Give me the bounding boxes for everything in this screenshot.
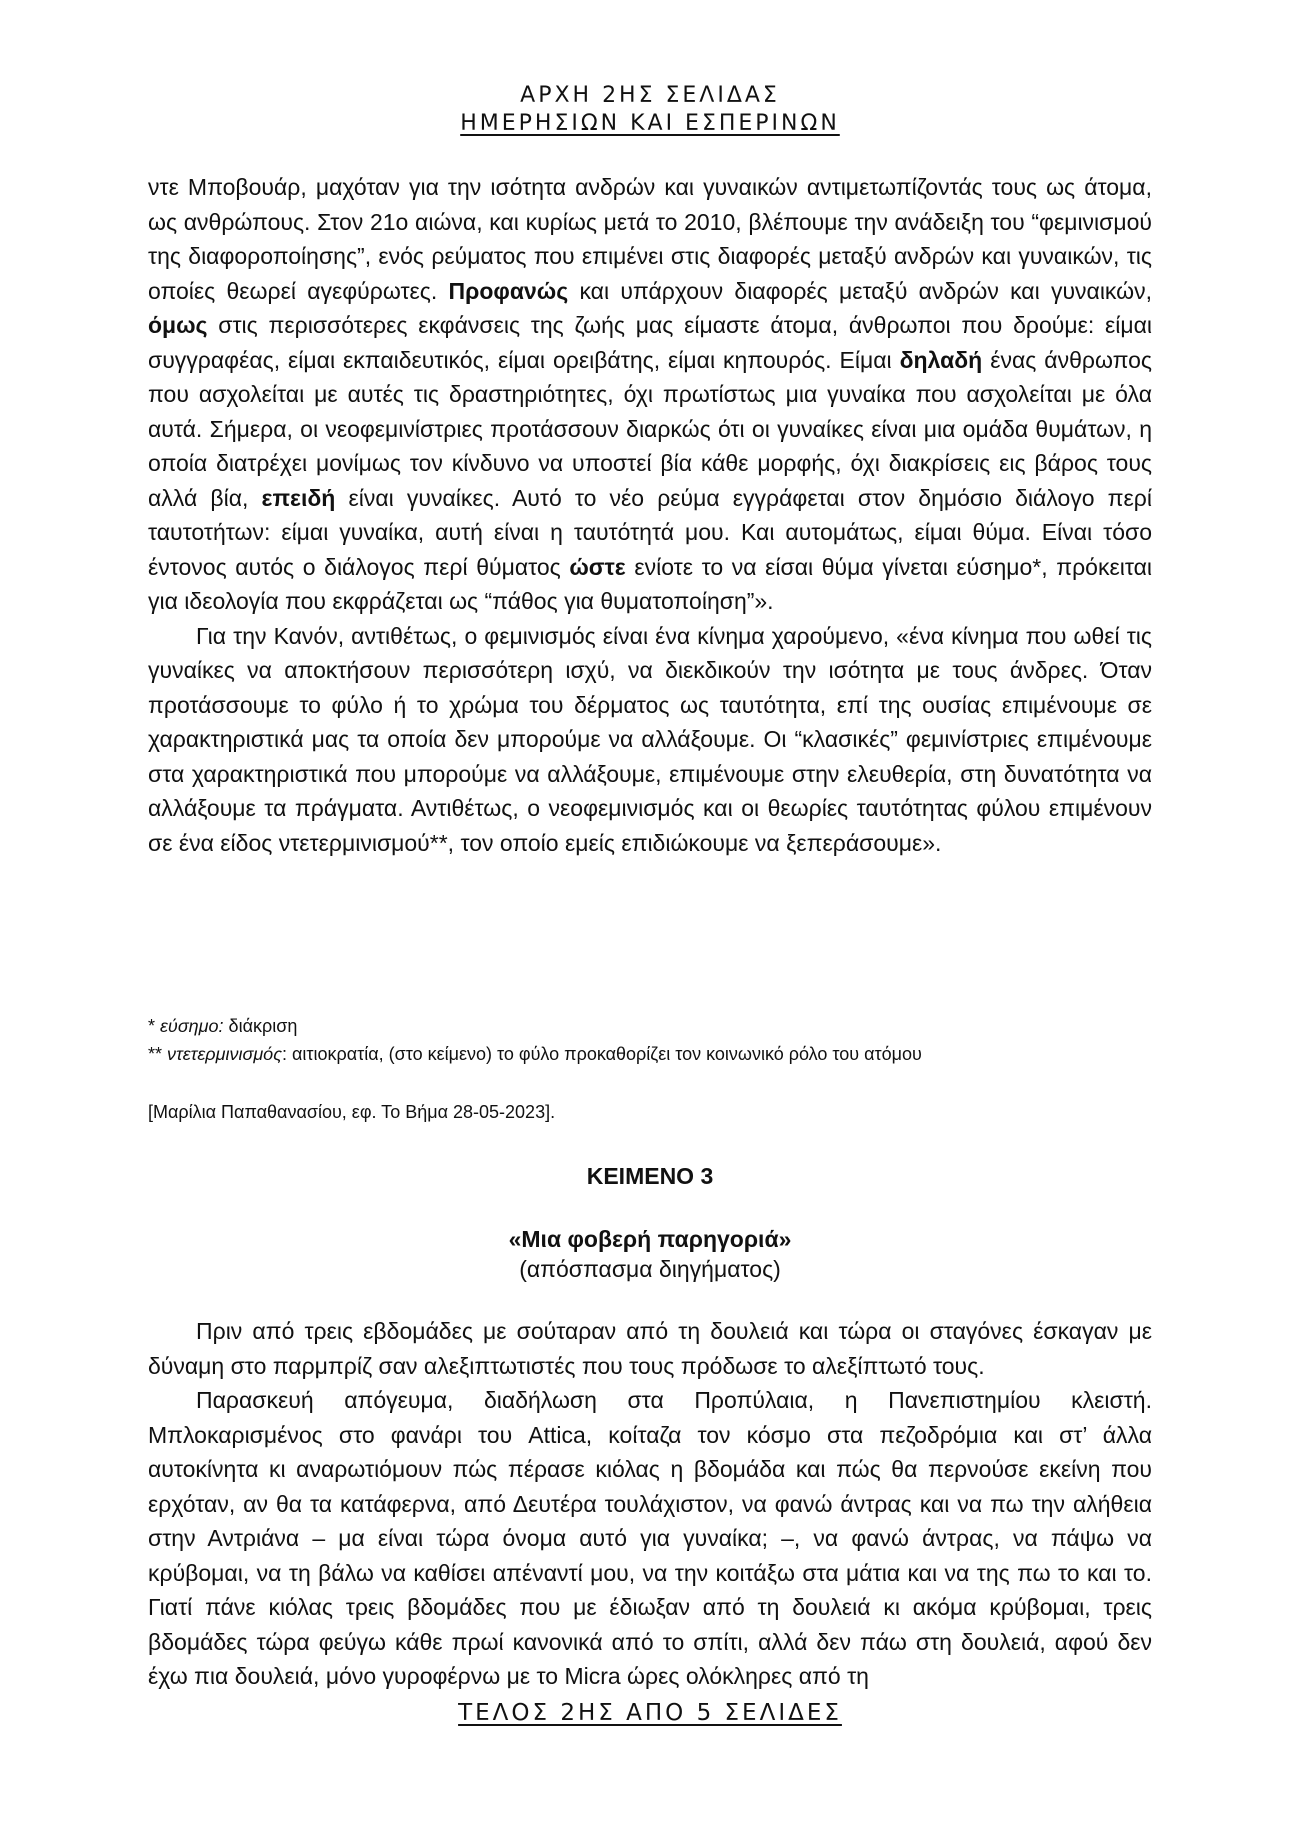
footnote-1-definition: διάκριση: [223, 1016, 298, 1036]
text2-p1-seg2: και υπάρχουν διαφορές μεταξύ ανδρών και γυναικών,: [579, 277, 1152, 304]
text2-paragraph-2: Για την Κανόν, αντιθέτως, ο φεμινισμός είναι ένα κίνημα χαρούμενο, «ένα κίνημα που ωθεί τις γυναίκες να αποκτήσουν περισσότερη ισχύ, να διεκδικούν την ισότητα με τους άνδρες. Όταν προτάσσουμε το φύλο ή το χρώμα του δέρματος ως ταυτότητα, επί της ουσίας επιμένουμε σε χαρακτηριστικά μας τα οποία δεν μπορούμε να αλλάξουμε. Οι “κλασικές” φεμινίστριες επιμένουμε στα χαρακτηριστικά που μπορούμε να αλλάξουμε, επιμένουμε στην ελευθερία, στη δυνατότητα να αλλάξουμε τα πράγματα. Αντιθέτως, ο νεοφεμινισμός και οι θεωρίες ταυτότητας φύλου επιμένουν σε ένα είδος ντετερμινισμού**, τον οποίο εμείς επιδιώκουμε να ξεπεράσουμε».: [148, 622, 1152, 856]
footnotes: [148, 1012, 922, 1068]
text3-body: [148, 1314, 1152, 1694]
text3-heading: ΚΕΙΜΕΝΟ 3: [586, 1163, 714, 1189]
source-citation: [Μαρίλια Παπαθανασίου, εφ. Το Βήμα 28-05-2023].: [148, 1102, 556, 1122]
text2-p1-seg1: ντε Μποβουάρ, μαχόταν για την ισότητα ανδρών και γυναικών αντιμετωπίζοντάς τους ως άτομα, ως ανθρώπους. Στον 21ο αιώνα, και κυρίως μετά το 2010, βλέπουμε την ανάδειξη του “φεμινισμού της διαφοροποίησης”, ενός ρεύματος που επιμένει στις διαφορές μεταξύ ανδρών και γυναικών, τις οποίες θεωρεί αγεφύρωτες.: [148, 174, 1152, 304]
connective-diladi: δηλαδή: [899, 346, 983, 373]
text3-paragraph-1: Πριν από τρεις εβδομάδες με σούταραν από τη δουλειά και τώρα οι σταγόνες έσκαγαν με δύναμη στο παρμπρίζ σαν αλεξιπτωτιστές που τους πρόδωσε το αλεξίπτωτό τους.: [148, 1318, 1152, 1379]
story-subtitle: (απόσπασμα διηγήματος): [519, 1256, 781, 1282]
footnote-2-definition: : αιτιοκρατία, (στο κείμενο) το φύλο προκαθορίζει τον κοινωνικό ρόλο του ατόμου: [281, 1044, 922, 1064]
connective-epeidi: επειδή: [261, 484, 336, 511]
header-line-2: ΗΜΕΡΗΣΙΩΝ ΚΑΙ ΕΣΠΕΡΙΝΩΝ: [460, 111, 840, 136]
footnote-2: [148, 1040, 922, 1068]
text3-paragraph-2: Παρασκευή απόγευμα, διαδήλωση στα Προπύλαια, η Πανεπιστημίου κλειστή. Μπλοκαρισμένος στο φανάρι του Attica, κοίταζα τον κόσμο στα πεζοδρόμια και στ’ άλλα αυτοκίνητα κι αναρωτιόμουν πώς πέρασε κιόλας η βδομάδα και πώς θα περνούσε εκείνη που ερχόταν, αν θα τα κατάφερνα, από Δευτέρα τουλάχιστον, να φανώ άντρας και να πω την αλήθεια στην Αντριάνα – μα είναι τώρα όνομα αυτό για γυναίκα; –, να φανώ άντρας, να πάψω να κρύβομαι, να τη βάλω να καθίσει απέναντί μου, να την κοιτάξω στα μάτια και να της πω το και το. Γιατί πάνε κιόλας τρεις βδομάδες που με έδιωξαν από τη δουλειά κι ακόμα κρύβομαι, τρεις βδομάδες τώρα φεύγω κάθε πρωί κανονικά από το σπίτι, αλλά δεν πάω στη δουλειά, αφού δεν έχω πια δουλειά, μόνο γυροφέρνω με το Micra ώρες ολόκληρες από τη: [148, 1387, 1152, 1689]
connective-oste: ώστε: [569, 553, 626, 580]
text2-paragraph-1: [148, 170, 1152, 619]
connective-omos: όμως: [148, 312, 208, 338]
text2-p1-seg5: είναι γυναίκες. Αυτό το νέο ρεύμα εγγράφεται στον δημόσιο διάλογο περί ταυτοτήτων: είμαι γυναίκα, αυτή είναι η ταυτότητά μου. Και αυτομάτως, είμαι θύμα. Είναι τόσο έντονος αυτός ο διάλογος περί θύματος: [148, 484, 1152, 580]
text2-p1-seg3: στις περισσότερες εκφάνσεις της ζωής μας είμαστε άτομα, άνθρωποι που δρούμε: είμαι συγγραφέας, είμαι εκπαιδευτικός, είμαι ορειβάτης, είμαι κηπουρός. Είμαι: [148, 312, 1153, 373]
footnote-2-term: ντετερμινισμός: [167, 1044, 282, 1064]
text2-body: [148, 170, 1152, 860]
page-header: [0, 82, 1300, 138]
footnote-1: [148, 1012, 922, 1040]
footnote-1-term: εύσημο:: [160, 1016, 224, 1036]
story-title: «Μια φοβερή παρηγοριά»: [508, 1226, 792, 1252]
page-footer: ΤΕΛΟΣ 2ΗΣ ΑΠΟ 5 ΣΕΛΙΔΕΣ: [458, 1700, 842, 1726]
footnote-1-marker: *: [148, 1016, 161, 1036]
footnote-2-marker: **: [148, 1044, 168, 1064]
text2-p1-seg6: ενίοτε το να είσαι θύμα γίνεται εύσημο*, πρόκειται για ιδεολογία που εκφράζεται ως “πάθος για θυματοποίηση”».: [148, 553, 1152, 614]
text2-p1-seg4: ένας άνθρωπος που ασχολείται με αυτές τις δραστηριότητες, όχι πρωτίστως μια γυναίκα που ασχολείται με όλα αυτά. Σήμερα, οι νεοφεμινίστριες προτάσσουν διαρκώς ότι οι γυναίκες είναι μια ομάδα θυμάτων, η οποία διατρέχει μονίμως τον κίνδυνο να υποστεί βία κάθε μορφής, όχι διακρίσεις εις βάρος τους αλλά βία,: [148, 346, 1152, 511]
header-line-1: ΑΡΧΗ 2ΗΣ ΣΕΛΙΔΑΣ: [520, 83, 780, 108]
connective-profanos: Προφανώς: [448, 277, 569, 304]
